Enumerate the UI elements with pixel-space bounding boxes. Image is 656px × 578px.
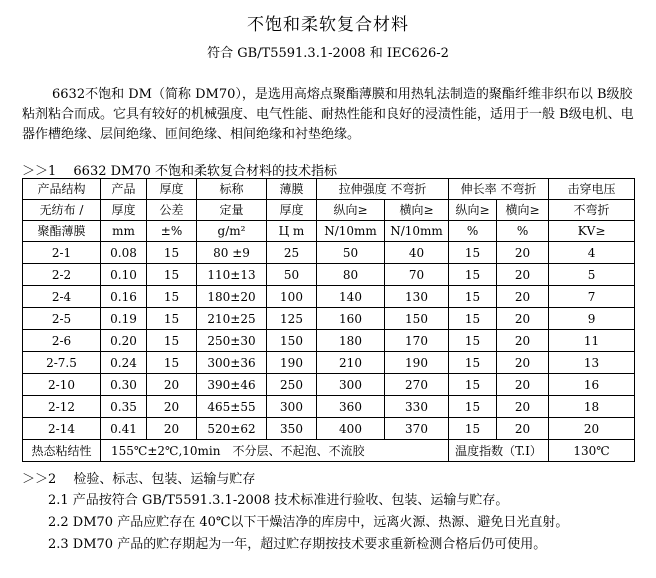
header-cell: 伸长率 不弯折 [449,179,549,200]
table-cell: 0.19 [101,308,147,330]
table-cell: 15 [449,308,497,330]
table-cell: 370 [385,418,449,440]
table-cell: 9 [549,308,635,330]
table-row [23,264,635,286]
table-cell: 18 [549,396,635,418]
table-cell: 0.20 [101,330,147,352]
header-cell: 纵向≥ [317,200,385,221]
bond-label: 热态粘结性 [23,440,101,462]
table-cell: 40 [385,242,449,264]
table-cell: 0.24 [101,352,147,374]
unit-cell: KV≥ [549,221,635,242]
unit-cell: N/10mm [317,221,385,242]
standard-subtitle: 符合 GB/T5591.3.1-2008 和 IEC626-2 [207,46,449,61]
table-cell: 170 [385,330,449,352]
table-cell: 20 [147,374,197,396]
table-row [23,418,635,440]
table-cell: 0.30 [101,374,147,396]
unit-cell: ±% [147,221,197,242]
table-cell: 15 [449,374,497,396]
table-cell: 0.41 [101,418,147,440]
header-cell: 定量 [197,200,267,221]
table-cell: 2-14 [23,418,101,440]
section-2-items [48,490,568,556]
table-cell: 150 [385,308,449,330]
table-cell: 210 [317,352,385,374]
table-cell: 0.35 [101,396,147,418]
header-cell: 公差 [147,200,197,221]
header-cell: 产品结构 [23,179,101,200]
table-row [23,308,635,330]
table-cell: 80 [317,264,385,286]
header-cell: 薄膜 [267,179,317,200]
spec-table [22,178,635,462]
unit-cell: Ц m [267,221,317,242]
table-cell: 180±20 [197,286,267,308]
table-cell: 250 [267,374,317,396]
table-cell: 15 [449,330,497,352]
table-cell: 15 [147,308,197,330]
table-cell: 125 [267,308,317,330]
table-cell: 15 [147,242,197,264]
table-cell: 20 [497,352,549,374]
table-cell: 20 [497,286,549,308]
table-cell: 20 [497,264,549,286]
temp-index-label: 温度指数（T.I） [449,440,549,462]
table-cell: 330 [385,396,449,418]
table-cell: 210±25 [197,308,267,330]
table-cell: 15 [449,264,497,286]
table-cell: 80 ±9 [197,242,267,264]
table-row [23,330,635,352]
table-cell: 0.08 [101,242,147,264]
table-row [23,352,635,374]
table-cell: 190 [267,352,317,374]
header-cell: 拉伸强度 不弯折 [317,179,449,200]
table-cell: 15 [147,286,197,308]
table-cell: 20 [497,308,549,330]
table-cell: 0.10 [101,264,147,286]
table-body [23,242,635,440]
table-cell: 2-4 [23,286,101,308]
unit-cell: mm [101,221,147,242]
table-cell: 25 [267,242,317,264]
list-item: 2.1 产品按符合 GB/T5591.3.1-2008 技术标准进行验收、包装、运输与贮存。 [48,493,509,508]
table-row [23,242,635,264]
table-cell: 20 [497,418,549,440]
bond-value: 155℃±2℃,10min 不分层、不起泡、不流胶 [101,440,449,462]
table-cell: 360 [317,396,385,418]
table-cell: 70 [385,264,449,286]
table-cell: 520±62 [197,418,267,440]
table-cell: 180 [317,330,385,352]
table-cell: 50 [317,242,385,264]
unit-cell: N/10mm [385,221,449,242]
table-cell: 2-5 [23,308,101,330]
table-cell: 15 [449,352,497,374]
table-cell: 20 [497,374,549,396]
header-cell: 厚度 [101,200,147,221]
table-cell: 0.16 [101,286,147,308]
table-cell: 15 [449,286,497,308]
table-cell: 16 [549,374,635,396]
table-cell: 350 [267,418,317,440]
table-cell: 2-10 [23,374,101,396]
table-cell: 4 [549,242,635,264]
document-title: 不饱和柔软复合材料 [247,15,409,35]
table-cell: 2-12 [23,396,101,418]
list-item: 2.2 DM70 产品应贮存在 40℃以下干燥洁净的库房中，远离火源、热源、避免日光直射。 [48,515,569,530]
table-cell: 2-2 [23,264,101,286]
header-cell: 厚度 [267,200,317,221]
table-cell: 190 [385,352,449,374]
table-cell: 15 [449,242,497,264]
footer-row [23,440,635,462]
table-cell: 400 [317,418,385,440]
temp-index-value: 130℃ [549,440,635,462]
header-cell: 无纺布 / [23,200,101,221]
table-cell: 20 [497,330,549,352]
table-row [23,286,635,308]
table-cell: 160 [317,308,385,330]
table-cell: 20 [147,396,197,418]
table-cell: 13 [549,352,635,374]
table-cell: 2-6 [23,330,101,352]
header-cell: 横向≥ [385,200,449,221]
unit-cell: % [497,221,549,242]
unit-cell: % [449,221,497,242]
table-cell: 270 [385,374,449,396]
table-cell: 2-7.5 [23,352,101,374]
table-cell: 50 [267,264,317,286]
header-cell: 不弯折 [549,200,635,221]
table-cell: 300±36 [197,352,267,374]
header-cell: 产品 [101,179,147,200]
header-cell: 标称 [197,179,267,200]
table-cell: 15 [147,264,197,286]
table-cell: 15 [449,396,497,418]
header-row-2 [23,200,635,221]
header-cell: 横向≥ [497,200,549,221]
table-cell: 11 [549,330,635,352]
table-cell: 390±46 [197,374,267,396]
table-cell: 250±30 [197,330,267,352]
table-cell: 15 [449,418,497,440]
table-row [23,374,635,396]
table-cell: 2-1 [23,242,101,264]
header-row-1 [23,179,635,200]
table-cell: 130 [385,286,449,308]
table-cell: 20 [497,242,549,264]
table-cell: 5 [549,264,635,286]
table-cell: 20 [549,418,635,440]
list-item: 2.3 DM70 产品的贮存期起为一年，超过贮存期按技术要求重新检测合格后仍可使用。 [48,537,547,552]
unit-cell: 聚酯薄膜 [23,221,101,242]
table-cell: 20 [147,418,197,440]
intro-paragraph: 6632不饱和 DM（简称 DM70），是选用高熔点聚酯薄膜和用热轧法制造的聚酯纤维非织布以 B级胶粘剂粘合而成。它具有较好的机械强度、电气性能、耐热性能和良好的浸渍性能，适用于一般 B级电机、电器作槽绝缘、层间绝缘、匝间绝缘、相间绝缘和衬垫绝缘。 [22,87,634,142]
table-cell: 300 [317,374,385,396]
header-cell: 纵向≥ [449,200,497,221]
table-cell: 465±55 [197,396,267,418]
table-cell: 15 [147,330,197,352]
table-cell: 300 [267,396,317,418]
header-cell: 厚度 [147,179,197,200]
header-row-3 [23,221,635,242]
table-cell: 15 [147,352,197,374]
table-cell: 140 [317,286,385,308]
unit-cell: g/m² [197,221,267,242]
header-cell: 击穿电压 [549,179,635,200]
table-cell: 20 [497,396,549,418]
table-cell: 150 [267,330,317,352]
table-cell: 7 [549,286,635,308]
section-1-heading: ＞＞1 6632 DM70 不饱和柔软复合材料的技术指标 [22,164,338,179]
table-row [23,396,635,418]
section-2-heading: ＞＞2 检验、标志、包装、运输与贮存 [22,472,256,487]
table-cell: 110±13 [197,264,267,286]
table-cell: 100 [267,286,317,308]
